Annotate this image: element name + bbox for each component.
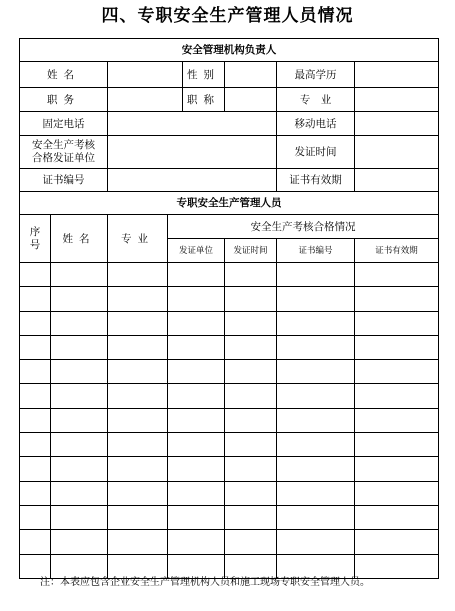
cell-seq[interactable] (20, 554, 51, 578)
cell-major[interactable] (108, 335, 168, 359)
cell-seq[interactable] (20, 287, 51, 311)
table-row (20, 505, 439, 529)
cell-issuer[interactable] (168, 263, 225, 287)
label-position: 职务 (20, 88, 108, 112)
cell-seq[interactable] (20, 335, 51, 359)
cell-name[interactable] (51, 335, 108, 359)
cell-date[interactable] (225, 287, 277, 311)
label-cert-no: 证书编号 (20, 169, 108, 192)
cell-seq[interactable] (20, 384, 51, 408)
col-seq-header: 序号 (20, 215, 51, 263)
cell-issuer[interactable] (168, 311, 225, 335)
label-issue-date: 发证时间 (277, 136, 355, 169)
cell-issuer[interactable] (168, 408, 225, 432)
cell-seq[interactable] (20, 263, 51, 287)
cell-date[interactable] (225, 360, 277, 384)
field-cert-no[interactable] (108, 169, 277, 192)
cell-seq[interactable] (20, 530, 51, 554)
cell-major[interactable] (108, 408, 168, 432)
cell-name[interactable] (51, 530, 108, 554)
col-major-header: 专业 (108, 215, 168, 263)
cell-seq[interactable] (20, 481, 51, 505)
cell-issuer[interactable] (168, 384, 225, 408)
sub-issuer-header: 发证单位 (168, 239, 225, 263)
cell-cert[interactable] (277, 335, 355, 359)
cell-cert[interactable] (277, 554, 355, 578)
page-title: 四、专职安全生产管理人员情况 (101, 6, 354, 26)
table-row (20, 433, 439, 457)
cell-issuer[interactable] (168, 457, 225, 481)
cell-date[interactable] (225, 481, 277, 505)
field-title[interactable] (225, 88, 277, 112)
cell-validity[interactable] (355, 360, 439, 384)
cell-cert[interactable] (277, 408, 355, 432)
field-education[interactable] (355, 62, 439, 88)
cell-seq[interactable] (20, 505, 51, 529)
cell-date[interactable] (225, 335, 277, 359)
table-row (20, 408, 439, 432)
cell-date[interactable] (225, 554, 277, 578)
cell-cert[interactable] (277, 481, 355, 505)
field-mobile[interactable] (355, 112, 439, 136)
label-education: 最高学历 (277, 62, 355, 88)
cell-major[interactable] (108, 481, 168, 505)
field-position[interactable] (108, 88, 183, 112)
label-major: 专 业 (277, 88, 355, 112)
cell-major[interactable] (108, 311, 168, 335)
cell-name[interactable] (51, 457, 108, 481)
cell-date[interactable] (225, 311, 277, 335)
label-landline: 固定电话 (20, 112, 108, 136)
cell-validity[interactable] (355, 433, 439, 457)
table-row (20, 287, 439, 311)
cell-cert[interactable] (277, 263, 355, 287)
cell-major[interactable] (108, 554, 168, 578)
cell-name[interactable] (51, 287, 108, 311)
cell-validity[interactable] (355, 408, 439, 432)
cell-seq[interactable] (20, 457, 51, 481)
cell-date[interactable] (225, 505, 277, 529)
cell-major[interactable] (108, 384, 168, 408)
field-landline[interactable] (108, 112, 277, 136)
cell-name[interactable] (51, 481, 108, 505)
cell-validity[interactable] (355, 263, 439, 287)
cell-name[interactable] (51, 360, 108, 384)
cell-validity[interactable] (355, 554, 439, 578)
field-gender[interactable] (225, 62, 277, 88)
table-row (20, 481, 439, 505)
cell-name[interactable] (51, 505, 108, 529)
cell-cert[interactable] (277, 311, 355, 335)
field-issue-date[interactable] (355, 136, 439, 169)
cell-major[interactable] (108, 360, 168, 384)
cell-validity[interactable] (355, 287, 439, 311)
cell-seq[interactable] (20, 311, 51, 335)
cell-cert[interactable] (277, 360, 355, 384)
label-mobile: 移动电话 (277, 112, 355, 136)
cell-validity[interactable] (355, 384, 439, 408)
cell-seq[interactable] (20, 360, 51, 384)
cell-date[interactable] (225, 408, 277, 432)
cell-validity[interactable] (355, 457, 439, 481)
sub-cert-header: 证书编号 (277, 239, 355, 263)
cell-major[interactable] (108, 263, 168, 287)
cell-name[interactable] (51, 311, 108, 335)
cell-name[interactable] (51, 263, 108, 287)
cell-issuer[interactable] (168, 433, 225, 457)
cell-cert[interactable] (277, 530, 355, 554)
cell-date[interactable] (225, 530, 277, 554)
cell-validity[interactable] (355, 311, 439, 335)
section-header-supervisor: 安全管理机构负责人 (20, 39, 439, 62)
cell-major[interactable] (108, 433, 168, 457)
cell-issuer[interactable] (168, 360, 225, 384)
table-row (20, 360, 439, 384)
cell-seq[interactable] (20, 433, 51, 457)
field-validity[interactable] (355, 169, 439, 192)
col-name-header: 姓名 (51, 215, 108, 263)
field-name[interactable] (108, 62, 183, 88)
table-row (20, 384, 439, 408)
cell-name[interactable] (51, 384, 108, 408)
label-name: 姓名 (20, 62, 108, 88)
cell-date[interactable] (225, 384, 277, 408)
cell-major[interactable] (108, 287, 168, 311)
label-gender: 性别 (183, 62, 225, 88)
cell-date[interactable] (225, 457, 277, 481)
cell-date[interactable] (225, 263, 277, 287)
cell-validity[interactable] (355, 505, 439, 529)
label-title: 职称 (183, 88, 225, 112)
col-exam-header: 安全生产考核合格情况 (168, 215, 439, 239)
cell-issuer[interactable] (168, 287, 225, 311)
cell-issuer[interactable] (168, 530, 225, 554)
cell-major[interactable] (108, 457, 168, 481)
cell-validity[interactable] (355, 481, 439, 505)
cell-issuer[interactable] (168, 335, 225, 359)
cell-seq[interactable] (20, 408, 51, 432)
cell-cert[interactable] (277, 505, 355, 529)
cell-major[interactable] (108, 530, 168, 554)
footnote: 注：本表应包含企业安全生产管理机构人员和施工现场专职安全管理人员。 (40, 577, 370, 588)
table-row (20, 457, 439, 481)
table-row (20, 530, 439, 554)
section-header-staff: 专职安全生产管理人员 (20, 192, 439, 215)
cell-issuer[interactable] (168, 481, 225, 505)
cell-validity[interactable] (355, 530, 439, 554)
label-validity: 证书有效期 (277, 169, 355, 192)
cell-validity[interactable] (355, 335, 439, 359)
cell-major[interactable] (108, 505, 168, 529)
table-row (20, 263, 439, 287)
cell-cert[interactable] (277, 433, 355, 457)
cell-cert[interactable] (277, 457, 355, 481)
sub-date-header: 发证时间 (225, 239, 277, 263)
cell-name[interactable] (51, 408, 108, 432)
cell-name[interactable] (51, 554, 108, 578)
label-issuer: 安全生产考核合格发证单位 (20, 136, 108, 169)
field-issuer[interactable] (108, 136, 277, 169)
personnel-form-table (19, 38, 439, 579)
table-row (20, 554, 439, 578)
table-row (20, 335, 439, 359)
field-major[interactable] (355, 88, 439, 112)
cell-issuer[interactable] (168, 554, 225, 578)
table-row (20, 311, 439, 335)
cell-cert[interactable] (277, 384, 355, 408)
sub-validity-header: 证书有效期 (355, 239, 439, 263)
cell-issuer[interactable] (168, 505, 225, 529)
cell-date[interactable] (225, 433, 277, 457)
cell-cert[interactable] (277, 287, 355, 311)
cell-name[interactable] (51, 433, 108, 457)
